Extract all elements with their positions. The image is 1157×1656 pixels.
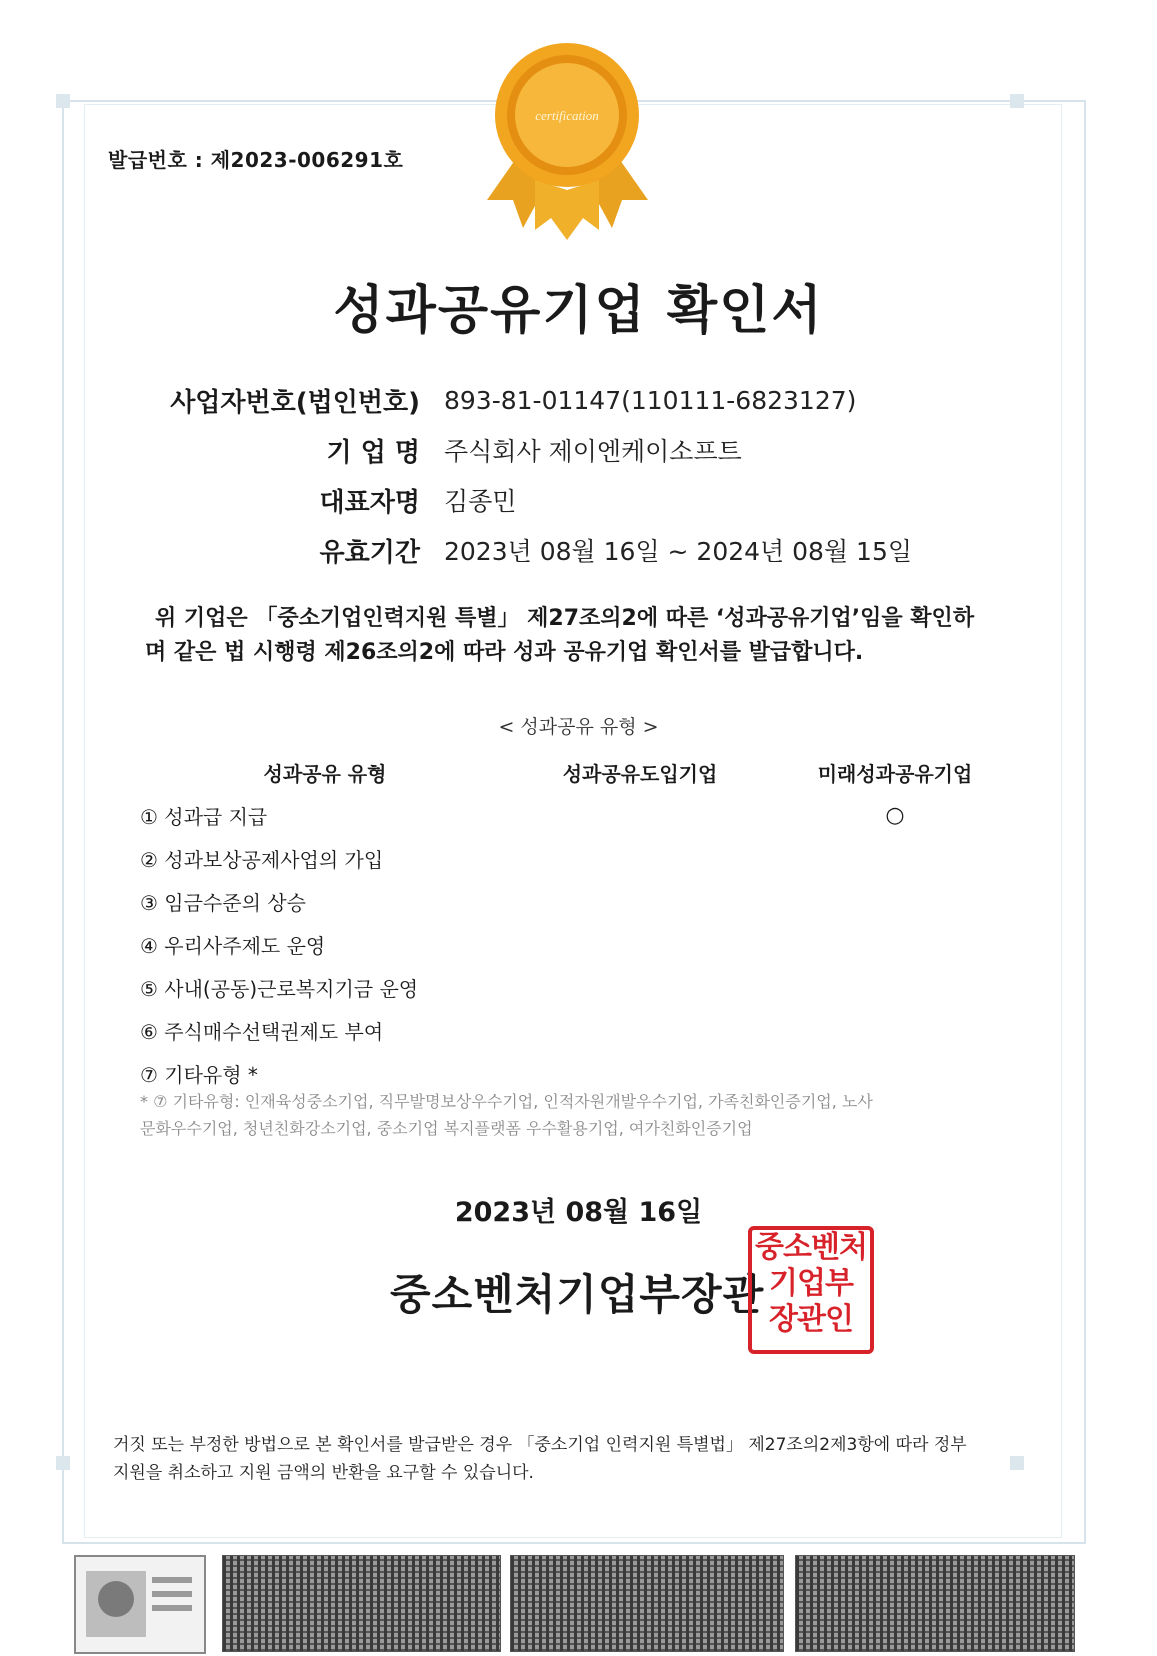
info-value: 893-81-01147(110111-6823127)	[444, 385, 857, 415]
seal-text: certification	[535, 108, 599, 123]
other-type-note	[140, 1088, 1020, 1142]
header-cell: 미래성과공유기업	[817, 761, 973, 786]
page-title: 성과공유기업 확인서	[333, 281, 824, 341]
note-line: 문화우수기업, 청년친화강소기업, 중소기업 복지플랫폼 우수활용기업, 여가친화인증기업	[140, 1119, 753, 1138]
type-cell: ① 성과급 지급	[140, 805, 268, 829]
info-label: 기 업 명	[326, 437, 420, 468]
security-barcode	[222, 1555, 501, 1652]
corner-mark	[1010, 94, 1024, 108]
info-value: 2023년 08월 16일 ~ 2024년 08월 15일	[444, 537, 913, 566]
table-row	[140, 966, 1020, 1009]
info-row	[160, 475, 912, 525]
table-row	[140, 923, 1020, 966]
table-row	[140, 1009, 1020, 1052]
info-value: 김종민	[444, 487, 517, 516]
stamp-line: 기업부	[769, 1266, 853, 1301]
table-row	[140, 837, 1020, 880]
type-cell: ⑦ 기타유형 *	[140, 1063, 258, 1087]
future-cell: ○	[885, 803, 905, 828]
security-barcode	[510, 1555, 784, 1652]
header-cell: 성과공유 유형	[263, 761, 387, 786]
stamp-line: 중소벤처	[755, 1230, 867, 1265]
table-header	[140, 750, 1020, 794]
table-row	[140, 880, 1020, 923]
type-cell: ④ 우리사주제도 운영	[140, 934, 326, 958]
emblem-icon	[76, 1557, 204, 1652]
issue-date: 2023년 08월 16일	[454, 1197, 703, 1228]
note-line: * ⑦ 기타유형: 인재육성중소기업, 직무발명보상우수기업, 인적자원개발우수기업, 가족친화인증기업, 노사	[140, 1092, 873, 1111]
type-cell: ⑥ 주식매수선택권제도 부여	[140, 1020, 384, 1044]
notice-line: 거짓 또는 부정한 방법으로 본 확인서를 발급받은 경우 「중소기업 인력지원 특별법」 제27조의2제3항에 따라 정부	[113, 1435, 967, 1455]
certification-seal-icon	[475, 40, 660, 250]
type-cell: ② 성과보상공제사업의 가입	[140, 848, 384, 872]
info-label: 유효기간	[319, 537, 420, 568]
info-label: 사업자번호(법인번호)	[170, 387, 420, 418]
issue-number: 발급번호 : 제2023-006291호	[108, 148, 404, 172]
sharing-type-table	[140, 750, 1020, 1095]
statement-line: 며 같은 법 시행령 제26조의2에 따라 성과 공유기업 확인서를 발급합니다.	[145, 640, 864, 665]
security-barcode	[795, 1555, 1075, 1652]
info-row	[160, 375, 912, 425]
corner-mark	[56, 94, 70, 108]
info-label: 대표자명	[319, 487, 420, 518]
stamp-line: 장관인	[769, 1302, 853, 1337]
type-cell: ③ 임금수준의 상승	[140, 891, 306, 915]
header-cell: 성과공유도입기업	[562, 761, 718, 786]
notice-line: 지원을 취소하고 지원 금액의 반환을 요구할 수 있습니다.	[113, 1463, 534, 1483]
statement-line: 위 기업은 「중소기업인력지원 특별」 제27조의2에 따른 ‘성과공유기업’임을 확인하	[155, 606, 975, 631]
emblem-logo	[74, 1555, 206, 1654]
table-row	[140, 794, 1020, 837]
info-row	[160, 425, 912, 475]
legal-notice	[113, 1431, 1043, 1487]
info-value: 주식회사 제이엔케이소프트	[444, 437, 742, 466]
corner-mark	[56, 1456, 70, 1470]
info-row	[160, 525, 912, 575]
official-stamp	[748, 1226, 874, 1354]
confirmation-statement	[145, 602, 1020, 670]
table-caption: < 성과공유 유형 >	[498, 716, 659, 738]
type-cell: ⑤ 사내(공동)근로복지기금 운영	[140, 977, 419, 1001]
company-info	[160, 375, 912, 575]
issuer-name: 중소벤처기업부장관	[390, 1270, 765, 1319]
